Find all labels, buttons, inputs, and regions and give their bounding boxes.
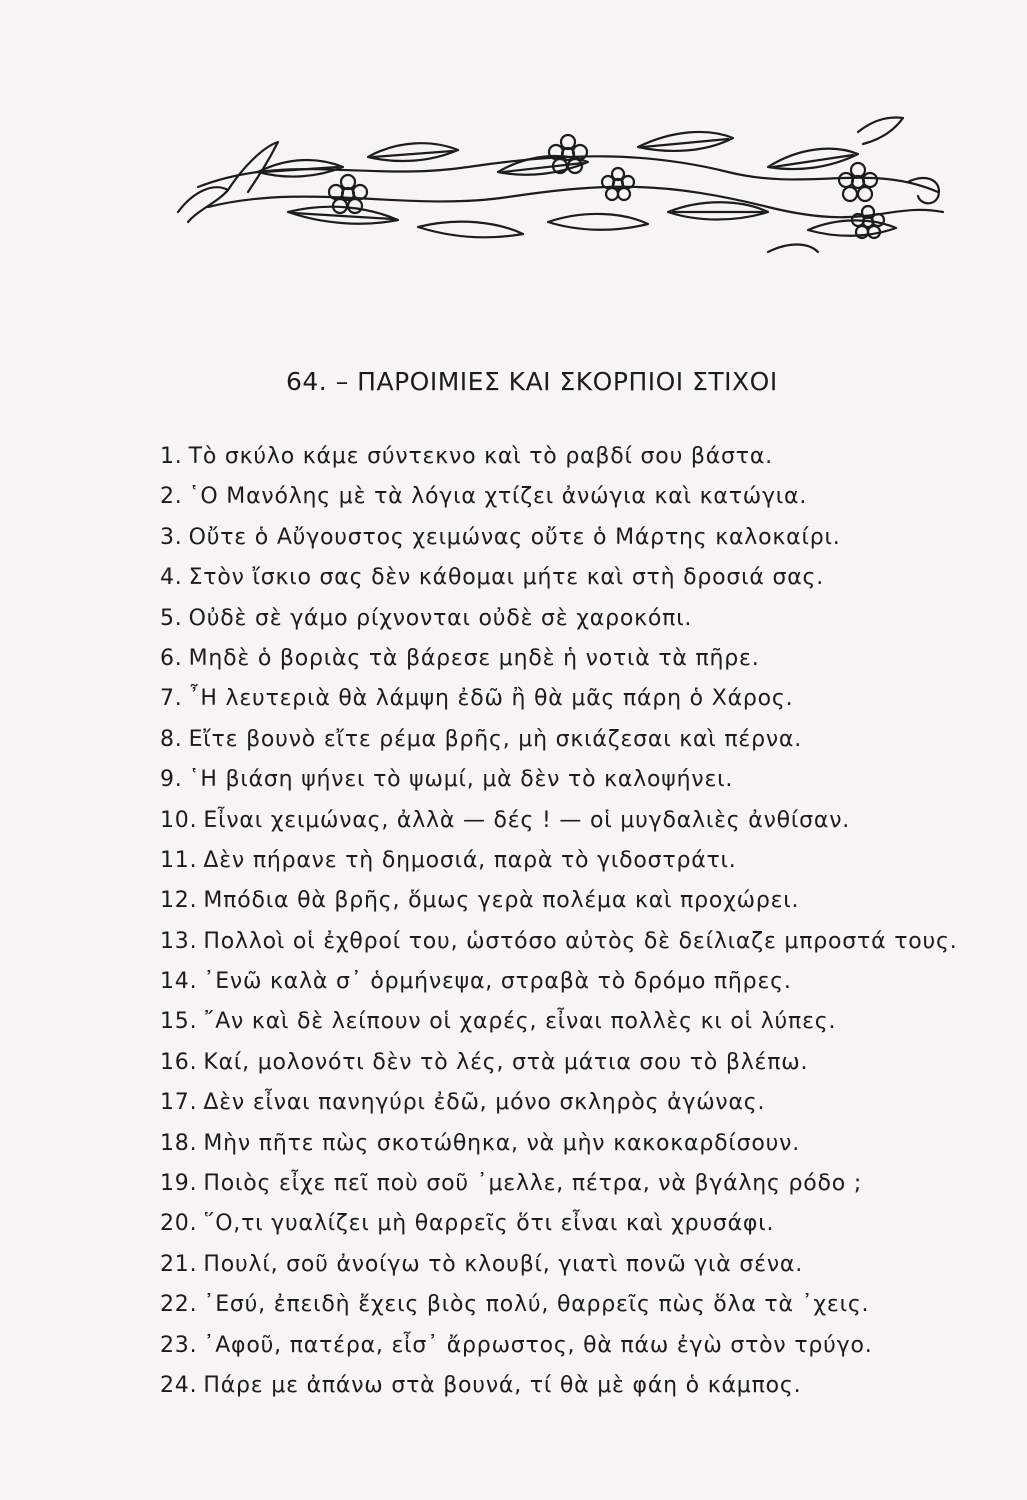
proverb-text: ῏Η λευτεριὰ θὰ λάμψη ἐδῶ ἢ θὰ μᾶς πάρη ὁ Χάρος. — [188, 686, 794, 712]
proverb-text: ᾿Εσύ, ἐπειδὴ ἔχεις βιὸς πολύ, θαρρεῖς πὼς ὅλα τὰ ᾿χεις. — [203, 1292, 870, 1318]
proverb-item — [160, 477, 958, 517]
chapter-number: 64. — [286, 366, 328, 396]
proverb-item — [160, 1366, 958, 1406]
proverb-number: 10. — [160, 807, 198, 833]
proverb-item — [160, 437, 958, 477]
proverb-item — [160, 881, 958, 921]
proverb-number: 24. — [160, 1372, 198, 1398]
proverb-number: 8. — [160, 726, 183, 752]
proverb-item — [160, 1164, 958, 1204]
proverb-number: 11. — [160, 847, 198, 873]
proverb-text: Τὸ σκύλο κάμε σύντεκνο καὶ τὸ ραβδί σου βάστα. — [188, 444, 773, 469]
proverb-number: 14. — [160, 969, 198, 995]
proverb-item — [160, 1043, 958, 1083]
chapter-title: ΠΑΡΟΙΜΙΕΣ ΚΑΙ ΣΚΟΡΠΙΟΙ ΣΤΙΧΟΙ — [357, 366, 778, 396]
proverb-number: 17. — [160, 1090, 198, 1116]
proverb-text: Εἶναι χειμώνας, ἀλλὰ — δές ! — οἱ μυγδαλιὲς ἀνθίσαν. — [203, 807, 851, 833]
proverb-number: 20. — [160, 1211, 198, 1237]
proverb-text: Δὲν εἶναι πανηγύρι ἐδῶ, μόνο σκληρὸς ἀγώνας. — [203, 1090, 766, 1116]
proverb-item — [160, 679, 958, 719]
proverb-number: 13. — [160, 928, 198, 954]
proverb-number: 16. — [160, 1049, 198, 1075]
proverb-item — [160, 1326, 958, 1366]
proverb-item — [160, 599, 958, 639]
title-dash: – — [335, 366, 349, 396]
proverb-number: 18. — [160, 1130, 198, 1156]
proverb-text: ᾿Αφοῦ, πατέρα, εἶσ᾿ ἄρρωστος, θὰ πάω ἐγὼ στὸν τρύγο. — [203, 1332, 873, 1358]
proverb-text: Μὴν πῆτε πὼς σκοτώθηκα, νὰ μὴν κακοκαρδίσουν. — [203, 1130, 801, 1156]
proverb-item — [160, 962, 958, 1002]
proverb-item — [160, 1285, 958, 1325]
proverb-number: 9. — [160, 767, 183, 793]
proverb-text: ῞Ο,τι γυαλίζει μὴ θαρρεῖς ὅτι εἶναι καὶ χρυσάφι. — [203, 1211, 775, 1237]
proverb-number: 12. — [160, 888, 198, 914]
proverb-text: Πουλί, σοῦ ἀνοίγω τὸ κλουβί, γιατὶ πονῶ γιὰ σένα. — [203, 1251, 804, 1277]
proverb-number: 15. — [160, 1009, 198, 1035]
proverb-number: 7. — [160, 686, 183, 712]
proverb-number: 21. — [160, 1251, 198, 1277]
proverb-text: Δὲν πήρανε τὴ δημοσιά, παρὰ τὸ γιδοστράτι. — [203, 847, 737, 873]
floral-vine-icon — [168, 112, 958, 262]
proverb-text: ᾿Ενῶ καλὰ σ᾿ ὁρμήνεψα, στραβὰ τὸ δρόμο πῆρες. — [203, 969, 792, 995]
proverb-text: ῾Η βιάση ψήνει τὸ ψωμί, μὰ δὲν τὸ καλοψήνει. — [188, 767, 734, 793]
proverb-number: 5. — [160, 605, 183, 631]
proverb-list — [160, 437, 958, 1406]
page-title — [286, 367, 778, 396]
proverb-text: Πολλοὶ οἱ ἐχθροί του, ὡστόσο αὐτὸς δὲ δείλιαζε μπροστά τους. — [203, 928, 958, 954]
proverb-number: 23. — [160, 1332, 198, 1358]
proverb-text: Πάρε με ἀπάνω στὰ βουνά, τί θὰ μὲ φάη ὁ κάμπος. — [203, 1372, 802, 1398]
proverb-item — [160, 1204, 958, 1244]
proverb-number: 22. — [160, 1292, 198, 1318]
proverb-item — [160, 1245, 958, 1285]
proverb-number: 4. — [160, 565, 183, 591]
proverb-text: ῎Αν καὶ δὲ λείπουν οἱ χαρές, εἶναι πολλὲς κι οἱ λύπες. — [203, 1009, 837, 1035]
proverb-text: Μπόδια θὰ βρῆς, ὅμως γερὰ πολέμα καὶ προχώρει. — [203, 888, 800, 914]
proverb-item — [160, 518, 958, 558]
proverb-text: Οὐδὲ σὲ γάμο ρίχνονται οὐδὲ σὲ χαροκόπι. — [188, 605, 693, 631]
proverb-item — [160, 720, 958, 760]
proverb-item — [160, 760, 958, 800]
proverb-item — [160, 558, 958, 598]
proverb-number: 6. — [160, 645, 183, 671]
proverb-item — [160, 801, 958, 841]
proverb-number: 2. — [160, 484, 183, 510]
proverb-text: ῾Ο Μανόλης μὲ τὰ λόγια χτίζει ἀνώγια καὶ κατώγια. — [188, 484, 808, 510]
proverb-item — [160, 1002, 958, 1042]
proverb-number: 19. — [160, 1171, 198, 1197]
proverb-item — [160, 841, 958, 881]
proverb-text: Καί, μολονότι δὲν τὸ λές, στὰ μάτια σου τὸ βλέπω. — [203, 1049, 809, 1075]
floral-vine-ornament — [168, 112, 958, 262]
proverb-item — [160, 639, 958, 679]
proverb-number: 3. — [160, 524, 183, 550]
proverb-number: 1. — [160, 444, 183, 469]
proverb-item — [160, 1083, 958, 1123]
proverb-text: Οὔτε ὁ Αὔγουστος χειμώνας οὔτε ὁ Μάρτης καλοκαίρι. — [188, 524, 841, 550]
proverb-text: Εἴτε βουνὸ εἴτε ρέμα βρῆς, μὴ σκιάζεσαι καὶ πέρνα. — [188, 726, 803, 752]
proverb-text: Ποιὸς εἶχε πεῖ ποὺ σοῦ ᾿μελλε, πέτρα, νὰ βγάλης ρόδο ; — [203, 1171, 863, 1197]
proverb-item — [160, 922, 958, 962]
proverb-item — [160, 1124, 958, 1164]
proverb-text: Στὸν ἴσκιο σας δὲν κάθομαι μήτε καὶ στὴ δροσιά σας. — [188, 565, 825, 591]
proverb-text: Μηδὲ ὁ βοριὰς τὰ βάρεσε μηδὲ ἡ νοτιὰ τὰ πῆρε. — [188, 645, 760, 671]
